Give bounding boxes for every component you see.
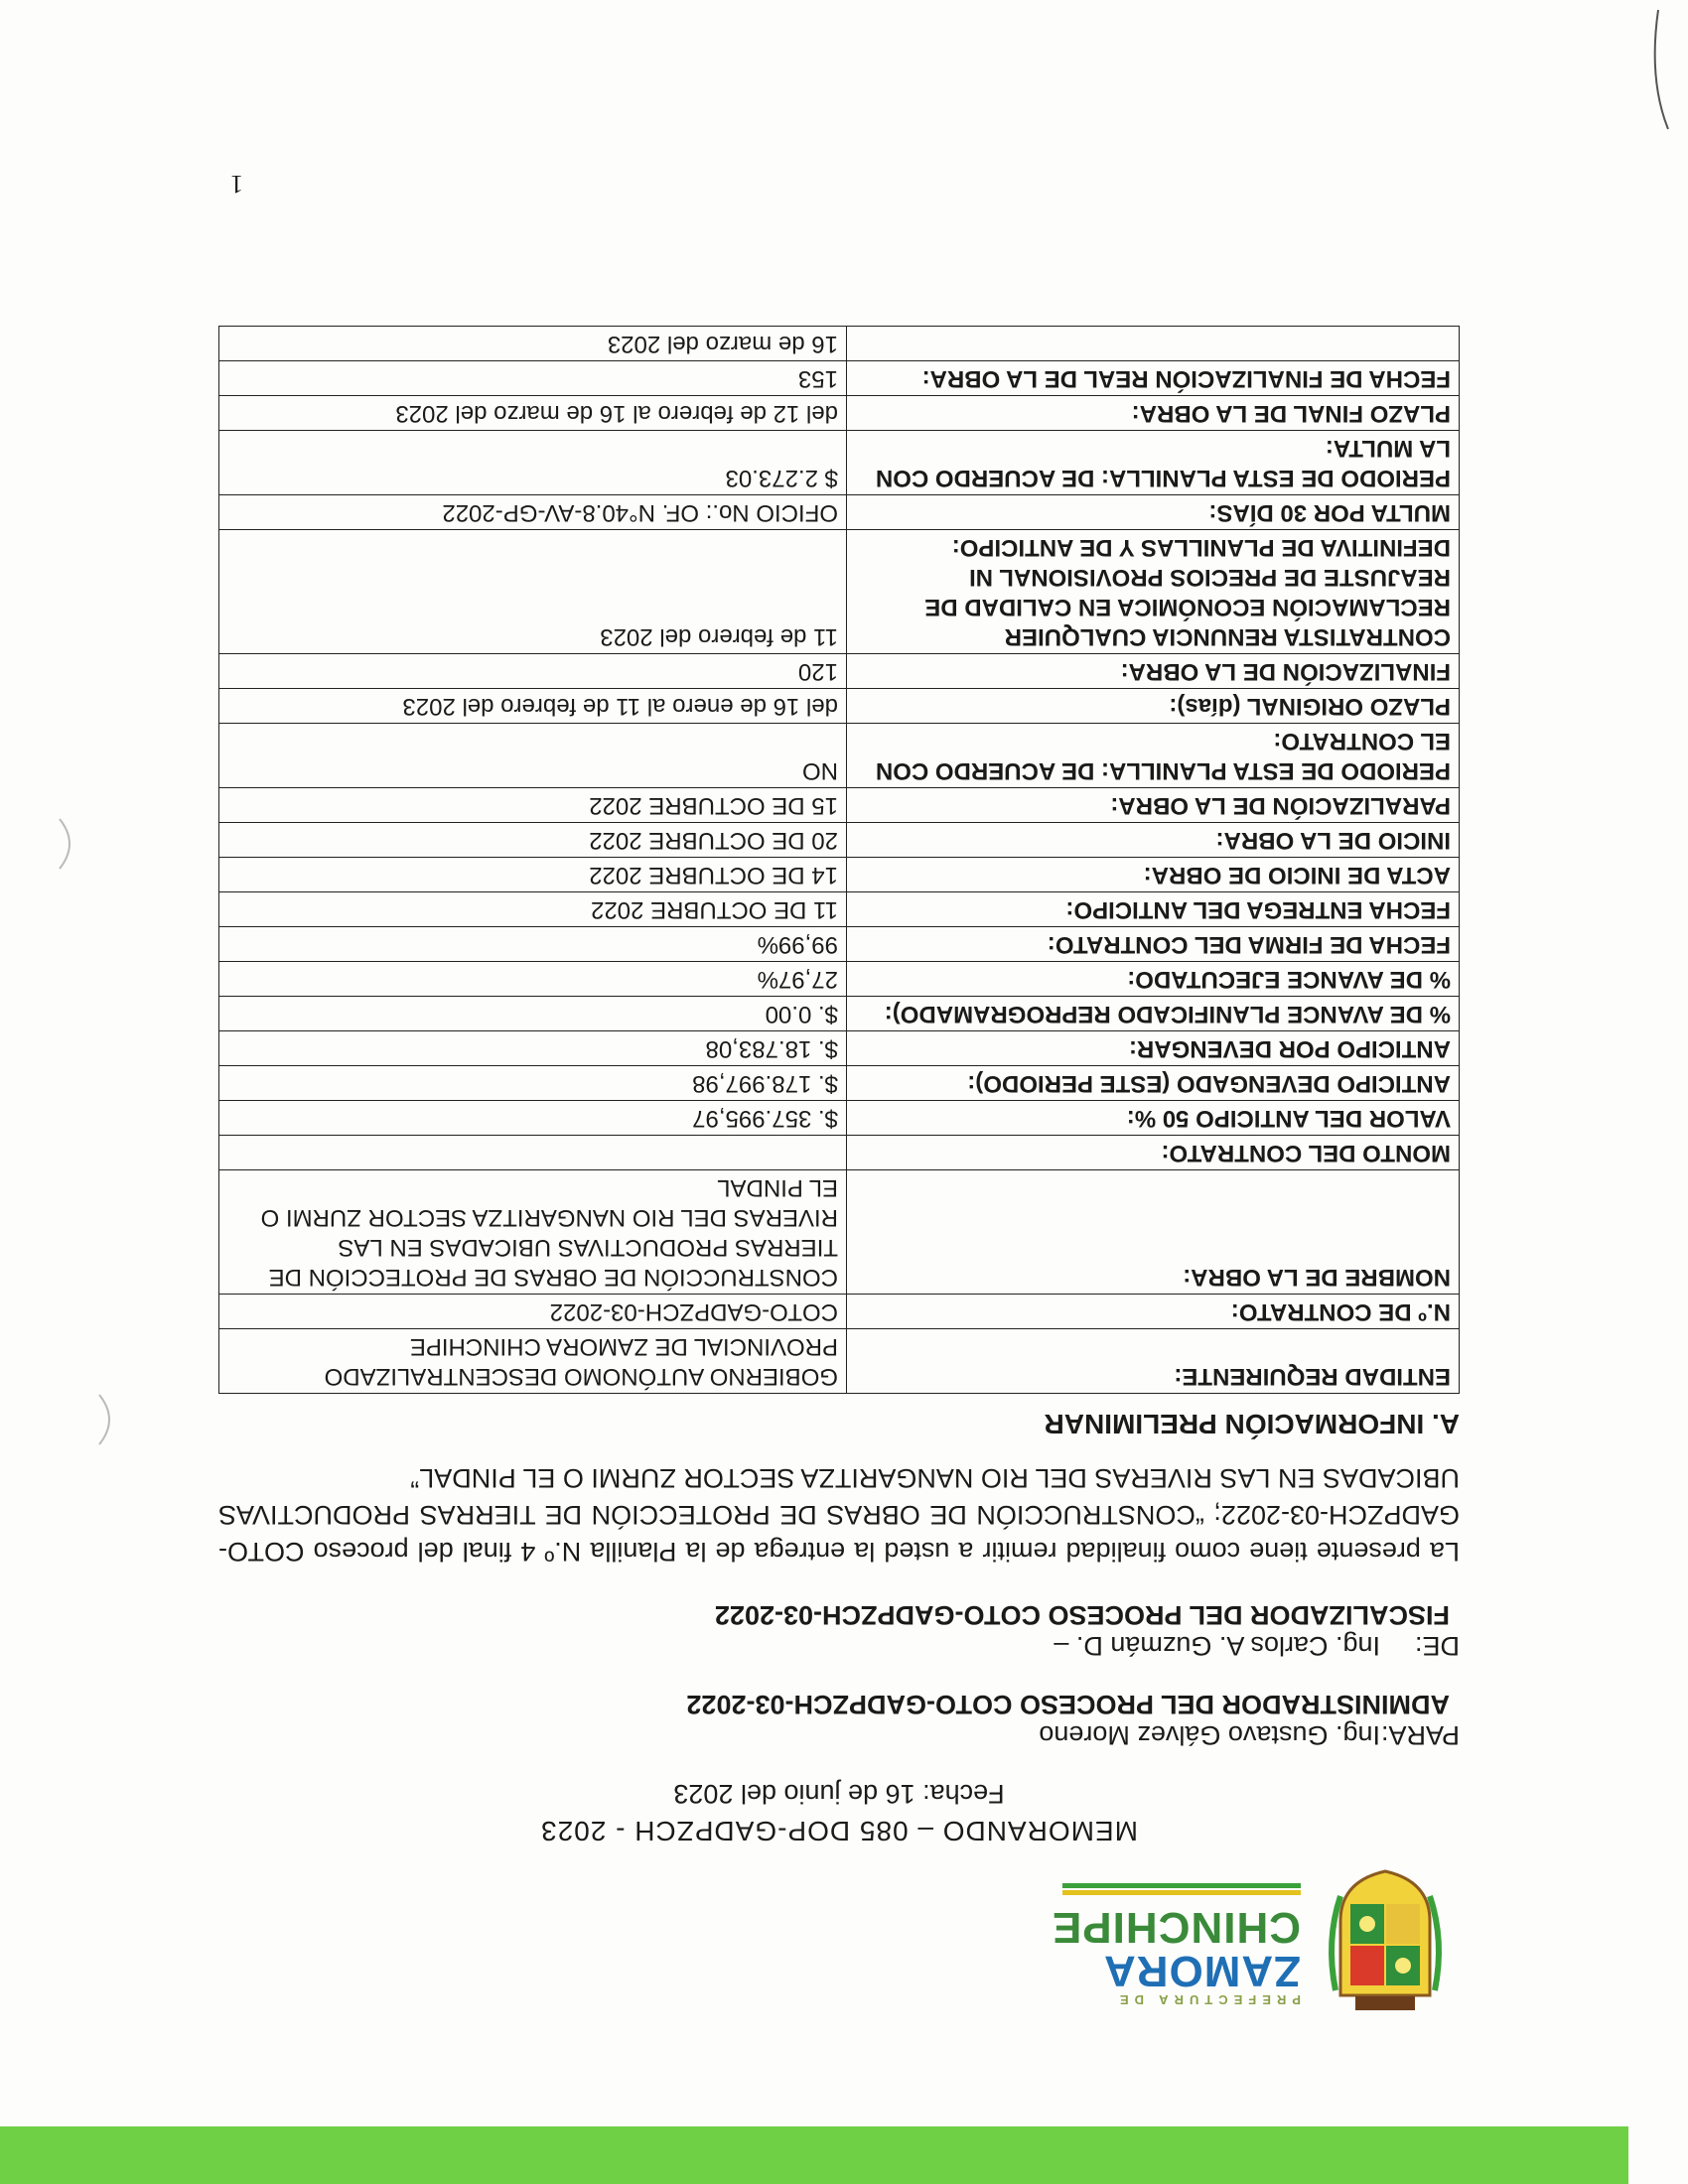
row-value: 14 DE OCTUBRE 2022 bbox=[219, 858, 847, 892]
de-block bbox=[218, 1599, 1460, 1661]
memo-body-text: La presente tiene como finalidad remitir a usted la entrega de la Planilla N.º 4 final del proceso COTO-GADPZCH-03-2022; “CONSTRUCCIÓN DE OBRAS DE PROTECCIÓN DE TIERRAS PRODUCTIVAS UBICADAS EN LAS RIVERAS DEL RIO NANGARITZA SECTOR ZURMI O EL PINDAL” bbox=[218, 1463, 1460, 1567]
logo-small-text: PREFECTURA DE bbox=[1113, 1992, 1301, 2007]
table-row bbox=[219, 927, 1460, 962]
row-value: 99,99% bbox=[219, 927, 847, 962]
para-name: Ing. Gustavo Gálvez Moreno bbox=[1039, 1720, 1380, 1750]
coat-of-arms-icon bbox=[1321, 1866, 1450, 2015]
table-row bbox=[219, 1101, 1460, 1136]
row-value: $. 178.997,98 bbox=[219, 1066, 847, 1101]
row-label: PLAZO ORIGINAL (días): bbox=[847, 689, 1460, 724]
row-value bbox=[219, 1136, 847, 1170]
table-row bbox=[219, 1031, 1460, 1066]
row-label: % DE AVANCE PLANIFICADO REPROGRAMADO): bbox=[847, 997, 1460, 1031]
logo-green-rule bbox=[1062, 1883, 1301, 1888]
table-row bbox=[219, 361, 1460, 396]
page-number: 1 bbox=[230, 170, 243, 199]
row-value: $ 2.273.03 bbox=[219, 431, 847, 495]
logo-line-chinchipe: CHINCHIPE bbox=[1051, 1903, 1301, 1952]
preliminary-info-table bbox=[218, 326, 1460, 1394]
table-row bbox=[219, 1329, 1460, 1394]
memo-content bbox=[218, 326, 1460, 1846]
table-row bbox=[219, 997, 1460, 1031]
row-label: % DE AVANCE EJECUTADO: bbox=[847, 962, 1460, 997]
table-row bbox=[219, 1170, 1460, 1295]
table-row bbox=[219, 495, 1460, 530]
row-label bbox=[847, 327, 1460, 361]
row-value: 153 bbox=[219, 361, 847, 396]
row-value: COTO-GADPZCH-03-2022 bbox=[219, 1295, 847, 1329]
row-value: OFICIO No.: OF. N°40.8-AV-GP-2022 bbox=[219, 495, 847, 530]
memo-title: MEMORANDO – 085 DOP-GADPZCH - 2023 bbox=[540, 1816, 1138, 1846]
section-title: A. INFORMACIÓN PRELIMINAR bbox=[1044, 1409, 1460, 1439]
row-label: PLAZO FINAL DE LA OBRA: bbox=[847, 396, 1460, 431]
hole-punch-mark-icon bbox=[50, 814, 89, 874]
row-label: MONTO DEL CONTRATO: bbox=[847, 1136, 1460, 1170]
row-label: PERIODO DE ESTA PLANILLA: DE ACUERDO CON LA MULTA: bbox=[847, 431, 1460, 495]
table-row bbox=[219, 396, 1460, 431]
para-block bbox=[218, 1689, 1460, 1750]
row-value: $. 18.783,08 bbox=[219, 1031, 847, 1066]
table-row bbox=[219, 1136, 1460, 1170]
logo-wordmark bbox=[1052, 1883, 1301, 2007]
row-value: 16 de marzo del 2023 bbox=[219, 327, 847, 361]
row-value: 11 DE OCTUBRE 2022 bbox=[219, 892, 847, 927]
table-row bbox=[219, 892, 1460, 927]
de-name: Ing. Carlos A. Guzmán D. – bbox=[1054, 1631, 1380, 1661]
row-label: FECHA DE FINALIZACIÓN REAL DE LA OBRA: bbox=[847, 361, 1460, 396]
pen-mark-icon bbox=[1579, 0, 1688, 139]
row-value: del 16 de enero al 11 de febrero del 2023 bbox=[219, 689, 847, 724]
row-label: CONTRATISTA RENUNCIA CUALQUIER RECLAMACIÓN ECONÓMICA EN CALIDAD DE REAJUSTE DE PRECIOS PROVISIONAL NI DEFINITIVA DE PLANILLAS Y DE ANTICIPO: bbox=[847, 530, 1460, 654]
row-label: MULTA POR 30 DÍAS: bbox=[847, 495, 1460, 530]
row-value: GOBIERNO AUTÓNOMO DESCENTRALIZADO PROVINCIAL DE ZAMORA CHINCHIPE bbox=[219, 1329, 847, 1394]
row-value: 20 DE OCTUBRE 2022 bbox=[219, 823, 847, 858]
para-label: PARA: bbox=[1380, 1720, 1460, 1750]
table-row bbox=[219, 823, 1460, 858]
hole-punch-mark-icon-2 bbox=[89, 1390, 129, 1449]
row-label: ANTICIPO POR DEVENGAR: bbox=[847, 1031, 1460, 1066]
row-label: PARALIZACIÓN DE LA OBRA: bbox=[847, 788, 1460, 823]
de-label: DE: bbox=[1414, 1631, 1460, 1661]
row-value: $. 0.00 bbox=[219, 997, 847, 1031]
table-row bbox=[219, 327, 1460, 361]
table-row bbox=[219, 724, 1460, 788]
row-label: ACTA DE INICIO DE OBRA: bbox=[847, 858, 1460, 892]
row-label: FINALIZACIÓN DE LA OBRA: bbox=[847, 654, 1460, 689]
row-label: ANTICIPO DEVENGADO (ESTE PERIODO): bbox=[847, 1066, 1460, 1101]
row-value: 27,97% bbox=[219, 962, 847, 997]
prefectura-logo bbox=[933, 1866, 1450, 2015]
row-value: 120 bbox=[219, 654, 847, 689]
table-row bbox=[219, 530, 1460, 654]
memo-date: Fecha: 16 de junio del 2023 bbox=[673, 1779, 1005, 1809]
table-row bbox=[219, 431, 1460, 495]
logo-line-zamora: ZAMORA bbox=[1102, 1947, 1301, 1995]
row-value: 11 de febrero del 2023 bbox=[219, 530, 847, 654]
table-row bbox=[219, 788, 1460, 823]
table-row bbox=[219, 858, 1460, 892]
table-row bbox=[219, 1295, 1460, 1329]
table-row bbox=[219, 689, 1460, 724]
table-row bbox=[219, 1066, 1460, 1101]
row-value: 15 DE OCTUBRE 2022 bbox=[219, 788, 847, 823]
table-row bbox=[219, 962, 1460, 997]
table-row bbox=[219, 654, 1460, 689]
row-value: NO bbox=[219, 724, 847, 788]
row-label: FECHA ENTREGA DEL ANTICIPO: bbox=[847, 892, 1460, 927]
row-label: VALOR DEL ANTICIPO 50 %: bbox=[847, 1101, 1460, 1136]
de-role: FISCALIZADOR DEL PROCESO COTO-GADPZCH-03-2022 bbox=[714, 1600, 1450, 1630]
logo-yellow-rule bbox=[1062, 1890, 1301, 1895]
row-value: CONSTRUCCIÓN DE OBRAS DE PROTECCIÓN DE TIERRAS PRODUCTIVAS UBICADAS EN LAS RIVERAS DEL RIO NANGARITZA SECTOR ZURMI O EL PINDAL bbox=[219, 1170, 847, 1295]
row-label: N.º DE CONTRATO: bbox=[847, 1295, 1460, 1329]
row-value: del 12 de febrero al 16 de marzo del 2023 bbox=[219, 396, 847, 431]
row-label: INICIO DE LA OBRA: bbox=[847, 823, 1460, 858]
para-role: ADMINISTRADOR DEL PROCESO COTO-GADPZCH-03-2022 bbox=[686, 1690, 1450, 1719]
header-green-bar bbox=[0, 2126, 1628, 2184]
row-label: ENTIDAD REQUIRENTE: bbox=[847, 1329, 1460, 1394]
row-label: PERIODO DE ESTA PLANILLA: DE ACUERDO CON EL CONTRATO: bbox=[847, 724, 1460, 788]
row-value: $. 357.995,97 bbox=[219, 1101, 847, 1136]
row-label: FECHA DE FIRMA DEL CONTRATO: bbox=[847, 927, 1460, 962]
row-label: NOMBRE DE LA OBRA: bbox=[847, 1170, 1460, 1295]
